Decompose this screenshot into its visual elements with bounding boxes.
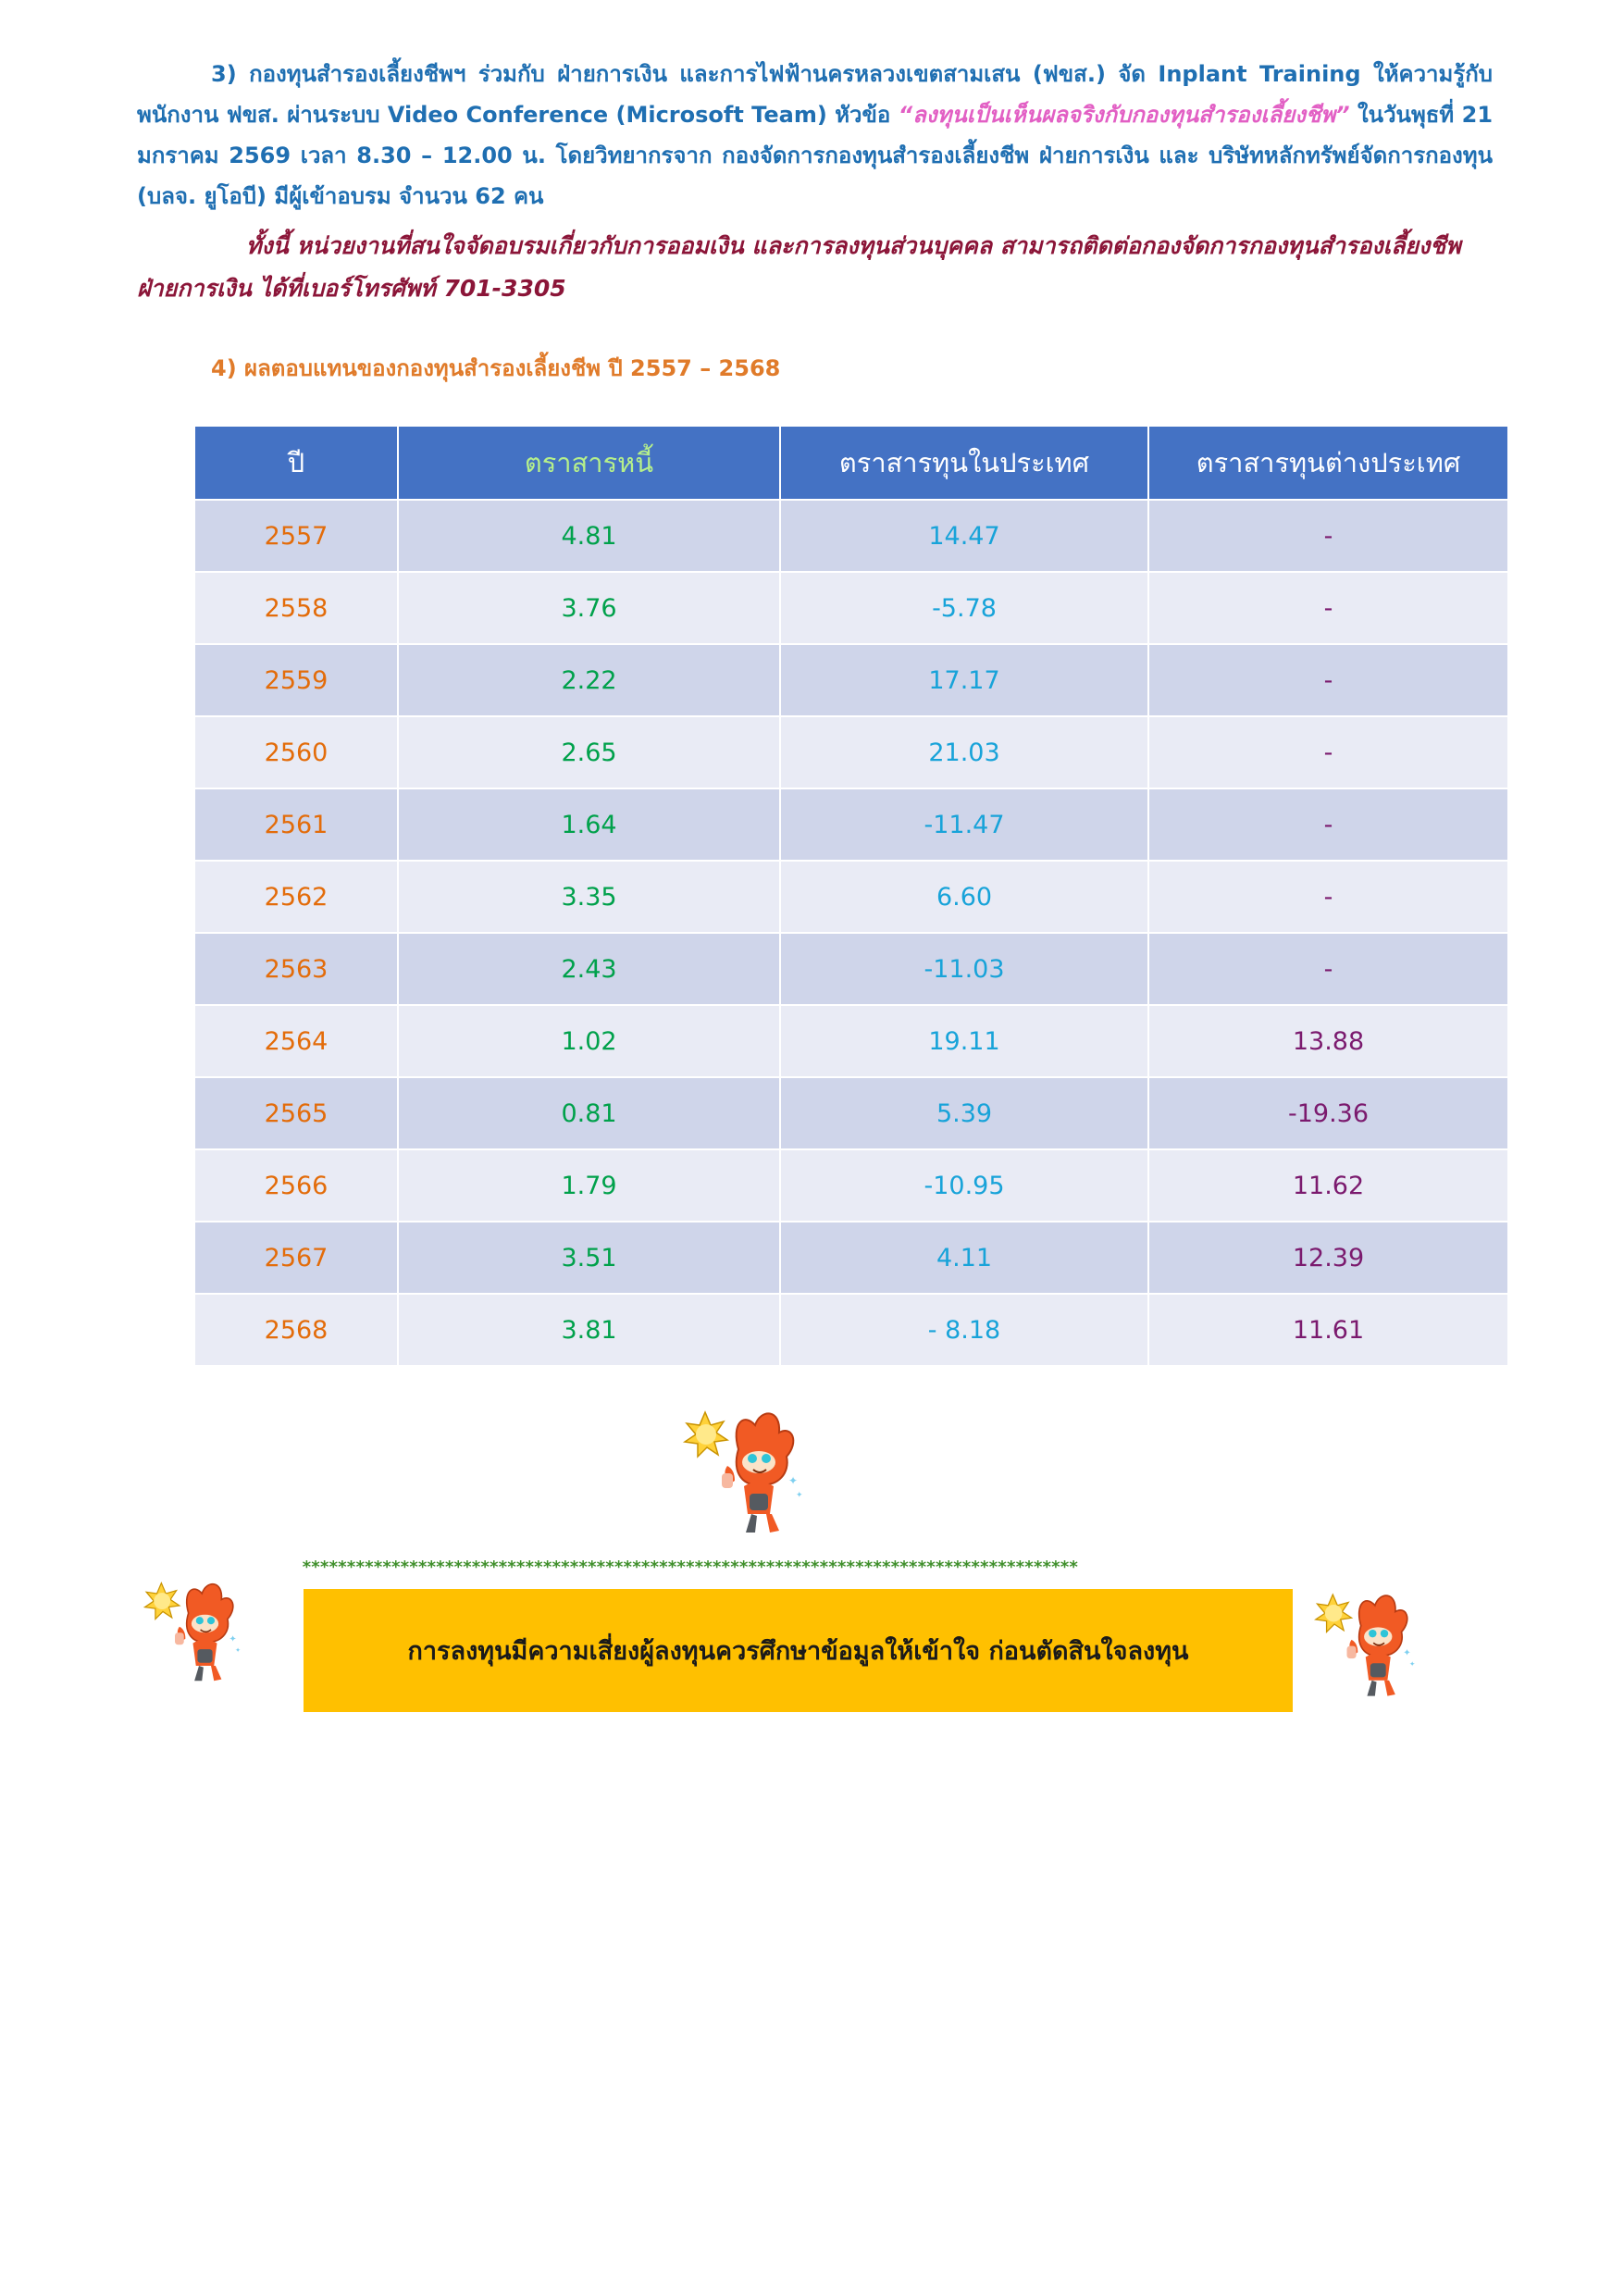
table-row	[194, 572, 1508, 644]
svg-text:✦: ✦	[235, 1645, 242, 1655]
table-row	[194, 788, 1508, 861]
cell-foreign: -	[1148, 861, 1508, 933]
cell-year: 2557	[194, 500, 398, 572]
table-row	[194, 644, 1508, 716]
mascot-thumbs-up-icon	[139, 1573, 259, 1694]
cell-foreign: -	[1148, 788, 1508, 861]
cell-debt: 2.65	[398, 716, 780, 788]
cell-foreign: -	[1148, 933, 1508, 1005]
cell-debt: 4.81	[398, 500, 780, 572]
cell-year: 2564	[194, 1005, 398, 1077]
table-row	[194, 933, 1508, 1005]
svg-text:✦: ✦	[796, 1491, 803, 1500]
cell-debt: 0.81	[398, 1077, 780, 1149]
cell-domestic: -11.03	[780, 933, 1148, 1005]
cell-debt: 3.51	[398, 1222, 780, 1294]
cell-year: 2560	[194, 716, 398, 788]
cell-year: 2566	[194, 1149, 398, 1222]
investment-risk-banner	[304, 1589, 1293, 1712]
paragraph-3-text: 3) กองทุนสำรองเลี้ยงชีพฯ ร่วมกับ ฝ่ายการเงิน และการไฟฟ้านครหลวงเขตสามเสน (ฟขส.) จัด Inplant Training ให้ความรู้กับพนักงาน ฟขส. ผ่านระบบ Video Conference (Microsoft Team) หัวข้อ	[137, 61, 1494, 128]
cell-year: 2563	[194, 933, 398, 1005]
contact-note-text: ทั้งนี้ หน่วยงานที่สนใจจัดอบรมเกี่ยวกับการออมเงิน และการลงทุนส่วนบุคคล สามารถติดต่อกองจัดการกองทุนสำรองเลี้ยงชีพ ฝ่ายการเงิน ได้ที่เบอร์โทรศัพท์ 701-3305	[137, 232, 1461, 302]
section-4-heading: 4) ผลตอบแทนของกองทุนสำรองเลี้ยงชีพ ปี 2557 – 2568	[211, 355, 781, 381]
cell-year: 2562	[194, 861, 398, 933]
cell-foreign: -	[1148, 644, 1508, 716]
star-separator: ***************************************************************************************	[302, 1558, 1078, 1577]
cell-year: 2568	[194, 1294, 398, 1366]
cell-domestic: 6.60	[780, 861, 1148, 933]
banner-text: การลงทุนมีความเสี่ยงผู้ลงทุนควรศึกษาข้อมูลให้เข้าใจ ก่อนตัดสินใจลงทุน	[407, 1637, 1189, 1666]
mascot-thumbs-up-icon	[1309, 1584, 1434, 1709]
cell-domestic: 17.17	[780, 644, 1148, 716]
cell-year: 2559	[194, 644, 398, 716]
table-header-row	[194, 426, 1508, 500]
mascot-thumbs-up-icon	[677, 1405, 825, 1544]
paragraph-3-text-after: ในวันพุธที่ 21 มกราคม 2569 เวลา 8.30 – 12.00 น. โดยวิทยากรจาก กองจัดการกองทุนสำรองเลี้ยงชีพ ฝ่ายการเงิน และ บริษัทหลักทรัพย์จัดการกองทุน (บลจ. ยูโอบี) มีผู้เข้าอบรม จำนวน 62 คน	[137, 102, 1494, 209]
table-row	[194, 1005, 1508, 1077]
cell-domestic: 19.11	[780, 1005, 1148, 1077]
cell-debt: 1.02	[398, 1005, 780, 1077]
cell-foreign: -	[1148, 716, 1508, 788]
cell-foreign: -	[1148, 572, 1508, 644]
svg-text:✦: ✦	[229, 1633, 237, 1644]
cell-domestic: 4.11	[780, 1222, 1148, 1294]
cell-debt: 2.43	[398, 933, 780, 1005]
cell-foreign: 11.61	[1148, 1294, 1508, 1366]
cell-year: 2565	[194, 1077, 398, 1149]
table-row	[194, 1294, 1508, 1366]
cell-debt: 3.35	[398, 861, 780, 933]
table-row	[194, 861, 1508, 933]
cell-domestic: 5.39	[780, 1077, 1148, 1149]
svg-text:✦: ✦	[1403, 1647, 1411, 1658]
header-year: ปี	[194, 426, 398, 500]
cell-year: 2558	[194, 572, 398, 644]
cell-foreign: 11.62	[1148, 1149, 1508, 1222]
cell-domestic: 14.47	[780, 500, 1148, 572]
header-domestic-equity: ตราสารทุนในประเทศ	[780, 426, 1148, 500]
svg-text:✦: ✦	[788, 1474, 799, 1487]
cell-debt: 3.76	[398, 572, 780, 644]
cell-foreign: -19.36	[1148, 1077, 1508, 1149]
header-foreign-equity: ตราสารทุนต่างประเทศ	[1148, 426, 1508, 500]
contact-note	[137, 225, 1493, 310]
cell-foreign: 12.39	[1148, 1222, 1508, 1294]
cell-domestic: 21.03	[780, 716, 1148, 788]
cell-year: 2567	[194, 1222, 398, 1294]
table-row	[194, 500, 1508, 572]
cell-debt: 1.64	[398, 788, 780, 861]
cell-debt: 1.79	[398, 1149, 780, 1222]
table-row	[194, 716, 1508, 788]
cell-foreign: 13.88	[1148, 1005, 1508, 1077]
cell-domestic: - 8.18	[780, 1294, 1148, 1366]
returns-table	[193, 425, 1509, 1367]
table-row	[194, 1077, 1508, 1149]
cell-domestic: -10.95	[780, 1149, 1148, 1222]
table-row	[194, 1222, 1508, 1294]
cell-domestic: -11.47	[780, 788, 1148, 861]
paragraph-3	[137, 54, 1493, 217]
cell-year: 2561	[194, 788, 398, 861]
cell-foreign: -	[1148, 500, 1508, 572]
header-debt: ตราสารหนี้	[398, 426, 780, 500]
table-row	[194, 1149, 1508, 1222]
cell-domestic: -5.78	[780, 572, 1148, 644]
svg-text:✦: ✦	[1409, 1659, 1416, 1669]
cell-debt: 3.81	[398, 1294, 780, 1366]
cell-debt: 2.22	[398, 644, 780, 716]
paragraph-3-topic: “ลงทุนเป็นเห็นผลจริงกับกองทุนสำรองเลี้ยงชีพ”	[898, 102, 1350, 128]
